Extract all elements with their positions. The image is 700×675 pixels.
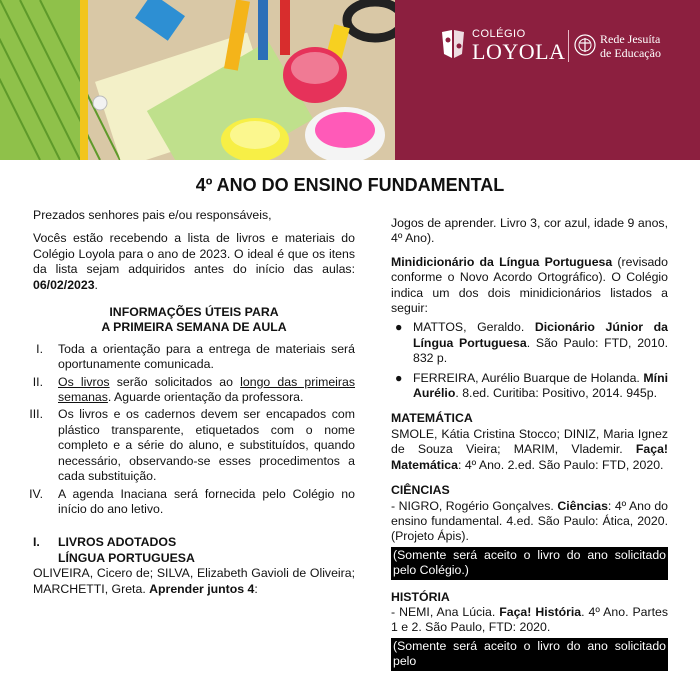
minidictionary-title: Minidicionário da Língua Portuguesa bbox=[391, 254, 613, 269]
page-title: 4º ANO DO ENSINO FUNDAMENTAL bbox=[195, 175, 505, 195]
history-rest: . 4º Ano. Partes 1 e 2. São Paulo, FTD: 2020. bbox=[391, 604, 669, 635]
minidictionary-paragraph bbox=[391, 255, 668, 317]
list-item bbox=[391, 320, 668, 366]
list-item-text: Toda a orientação para a entrega de materiais será oportunamente comunicada. bbox=[58, 341, 355, 372]
math-authors: SMOLE, Kátia Cristina Stocco; DINIZ, Maria Ignez de Souza Vieira; MARIM, Vlademir. bbox=[391, 426, 668, 457]
list-item bbox=[33, 375, 355, 406]
school-supplies-illustration bbox=[0, 0, 420, 160]
book-authors: OLIVEIRA, Cicero de; SILVA, Elizabeth Gavioli de Oliveira; MARCHETTI, Greta. bbox=[33, 566, 355, 596]
header-maroon-panel bbox=[395, 0, 700, 160]
right-column bbox=[391, 216, 668, 675]
list-item bbox=[29, 407, 355, 484]
math-entry bbox=[391, 427, 668, 473]
list-item-text: serão solicitados ao bbox=[109, 374, 241, 389]
info-title-line-2: A PRIMEIRA SEMANA DE AULA bbox=[101, 320, 287, 335]
science-rest: : 4º Ano do ensino fundamental. 4.ed. São Paulo: Ática, 2020. (Projeto Ápis). bbox=[391, 498, 668, 544]
underlined-books: Os livros bbox=[58, 374, 110, 389]
science-note: (Somente será aceito o livro do ano solicitado pelo Colégio.) bbox=[391, 547, 668, 580]
intro-text: Vocês estão recebendo a lista de livros e materiais do Colégio Loyola para o ano de 2023. O ideal é que os itens da lista sejam adquiridos antes do início das aulas: bbox=[33, 231, 355, 277]
subject-portuguese: LÍNGUA PORTUGUESA bbox=[58, 550, 195, 565]
section-number: I. bbox=[33, 535, 40, 550]
colegio-loyola-shield-icon bbox=[440, 28, 466, 62]
section-heading bbox=[33, 535, 355, 566]
history-note: (Somente será aceito o livro do ano solicitado pelo bbox=[391, 638, 668, 671]
dict-post: . São Paulo: FTD, 2010. 832 p. bbox=[413, 335, 668, 366]
dict-pre: FERREIRA, Aurélio Buarque de Holanda. bbox=[413, 370, 644, 385]
dict-pre: MATTOS, Geraldo. bbox=[413, 320, 535, 335]
math-title: Faça! Matemática bbox=[391, 442, 668, 472]
science-entry bbox=[391, 499, 668, 545]
list-item-text: . Aguarde orientação da professora. bbox=[107, 390, 304, 405]
book-entry-portuguese bbox=[33, 566, 355, 597]
school-name bbox=[472, 28, 565, 63]
list-item bbox=[391, 371, 668, 402]
science-heading: CIÊNCIAS bbox=[391, 483, 450, 498]
list-item-number: IV. bbox=[29, 486, 43, 501]
school-supplies-photo bbox=[0, 0, 420, 160]
science-title: Ciências bbox=[557, 498, 608, 513]
math-heading: MATEMÁTICA bbox=[391, 411, 473, 426]
info-title bbox=[33, 305, 355, 336]
list-item-number: I. bbox=[36, 341, 43, 356]
history-author: - NEMI, Ana Lúcia. bbox=[391, 604, 500, 619]
left-column bbox=[29, 208, 355, 605]
info-title-line-1: INFORMAÇÕES ÚTEIS PARA bbox=[109, 305, 279, 320]
book-rest: : bbox=[254, 581, 258, 596]
school-name-small: COLÉGIO bbox=[472, 28, 526, 40]
list-item-number: III. bbox=[29, 407, 43, 422]
list-item bbox=[29, 486, 355, 518]
dict-title: Míni Aurélio bbox=[413, 370, 668, 401]
network-line-1: Rede Jesuíta bbox=[600, 32, 661, 46]
brand-divider bbox=[568, 30, 569, 62]
minidictionary-text: (revisado conforme o Novo Acordo Ortográfico). O Colégio indica um dos dois minidicionários listados a seguir: bbox=[391, 254, 668, 316]
science-author: - NIGRO, Rogério Gonçalves. bbox=[391, 498, 558, 513]
list-item-number: II. bbox=[32, 374, 43, 389]
math-rest: : 4º Ano. 2.ed. São Paulo: FTD, 2020. bbox=[457, 457, 664, 472]
intro-date: 06/02/2023 bbox=[33, 277, 95, 292]
network-name bbox=[600, 32, 661, 60]
underlined-weeks: longo das primeiras semanas bbox=[58, 374, 355, 405]
history-entry bbox=[391, 605, 668, 636]
bullet-icon: ● bbox=[395, 370, 403, 385]
network-line-2: de Educação bbox=[600, 46, 661, 60]
info-list bbox=[29, 341, 355, 517]
history-title: Faça! História bbox=[499, 604, 582, 619]
history-heading: HISTÓRIA bbox=[391, 589, 450, 604]
intro-paragraph: Vocês estão recebendo a lista de livros e materiais do Colégio Loyola para o ano de 2023. O ideal é que os itens da lista sejam adquiridos antes do início das aulas: 06/02/2023. bbox=[33, 231, 355, 292]
greeting: Prezados senhores pais e/ou responsáveis, bbox=[33, 208, 272, 222]
list-item-text: Os livros e os cadernos devem ser encapados com plástico transparente, etiquetados com o nome completo e a série do aluno, e substituídos, quando necessário, observando-se esses procedimentos a cada substituição. bbox=[58, 407, 355, 484]
rede-jesuita-emblem-icon bbox=[574, 34, 596, 56]
section-title: LIVROS ADOTADOS bbox=[58, 535, 177, 550]
dictionary-list bbox=[391, 320, 668, 401]
header-banner bbox=[0, 0, 700, 160]
list-item bbox=[33, 342, 355, 373]
book-continuation: Jogos de aprender. Livro 3, cor azul, idade 9 anos, 4º Ano). bbox=[391, 216, 668, 246]
book-title: Aprender juntos 4 bbox=[149, 581, 255, 596]
brand-block bbox=[440, 28, 700, 68]
bullet-icon: ● bbox=[395, 320, 403, 335]
list-item-text: A agenda Inaciana será fornecida pelo Colégio no início do ano letivo. bbox=[58, 486, 355, 516]
dict-title: Dicionário Júnior da Língua Portuguesa bbox=[413, 320, 668, 350]
dict-post: . 8.ed. Curitiba: Positivo, 2014. 945p. bbox=[455, 386, 658, 401]
school-name-big: LOYOLA bbox=[472, 39, 566, 64]
